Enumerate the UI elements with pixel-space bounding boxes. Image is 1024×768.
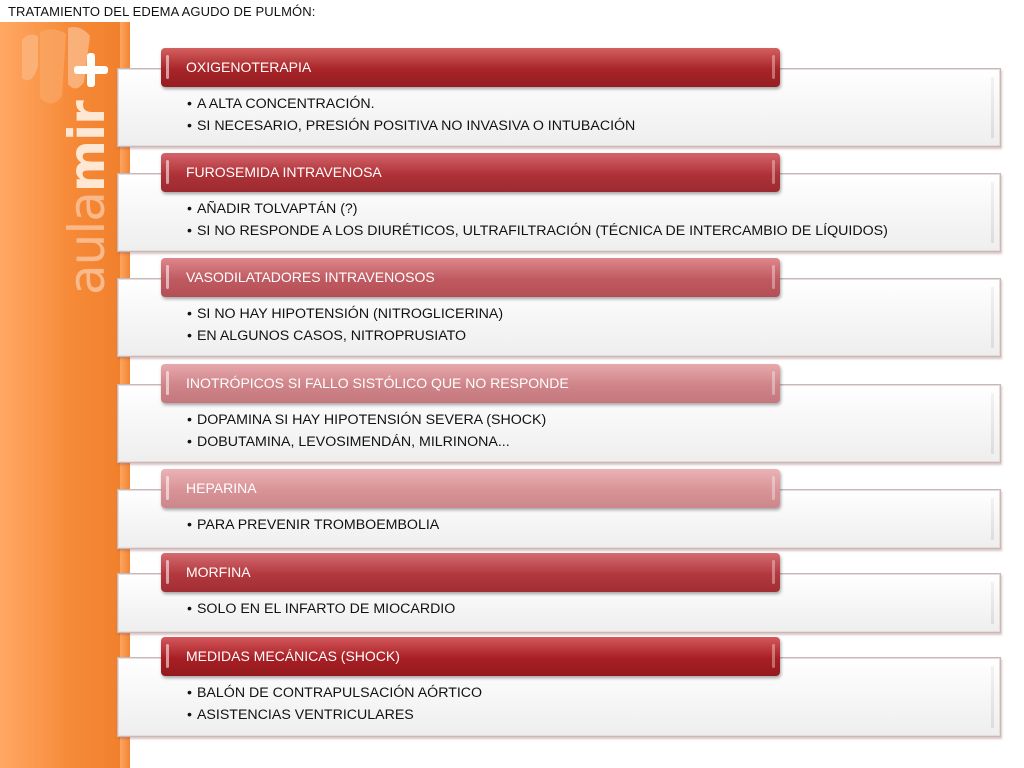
list-item: • BALÓN DE CONTRAPULSACIÓN AÓRTICO: [187, 682, 1000, 704]
section-header-label: MEDIDAS MECÁNICAS (SHOCK): [186, 648, 400, 664]
list-item: • DOBUTAMINA, LEVOSIMENDÁN, MILRINONA...: [187, 431, 1000, 453]
list-item: • ASISTENCIAS VENTRICULARES: [187, 704, 1000, 726]
section-header: [161, 364, 780, 403]
section-header: [161, 469, 780, 508]
list-item: • SI NECESARIO, PRESIÓN POSITIVA NO INVASIVA O INTUBACIÓN: [187, 115, 1000, 137]
section-header: [161, 48, 780, 87]
section-header-label: OXIGENOTERAPIA: [186, 59, 312, 75]
section-header-label: HEPARINA: [186, 480, 257, 496]
logo-light-text: aula: [58, 192, 116, 295]
logo-wordmark: [58, 101, 116, 295]
list-item: • SI NO HAY HIPOTENSIÓN (NITROGLICERINA): [187, 303, 1000, 325]
section-heparina: [117, 469, 1001, 549]
section-vasodilatadores: [117, 258, 1001, 358]
section-header: [161, 258, 780, 297]
section-header-label: FUROSEMIDA INTRAVENOSA: [186, 164, 382, 180]
list-item: • DOPAMINA SI HAY HIPOTENSIÓN SEVERA (SHOCK): [187, 409, 1000, 431]
list-item: • SOLO EN EL INFARTO DE MIOCARDIO: [187, 598, 1000, 620]
section-medidas-mecanicas: [117, 637, 1001, 737]
section-header: [161, 637, 780, 676]
list-item: • SI NO RESPONDE A LOS DIURÉTICOS, ULTRAFILTRACIÓN (TÉCNICA DE INTERCAMBIO DE LÍQUIDOS): [187, 220, 1000, 242]
logo-bold-text: mir: [58, 101, 116, 193]
list-item: • PARA PREVENIR TROMBOEMBOLIA: [187, 514, 1000, 536]
section-header: [161, 553, 780, 592]
section-morfina: [117, 553, 1001, 633]
section-header-label: VASODILATADORES INTRAVENOSOS: [186, 269, 435, 285]
section-header: [161, 153, 780, 192]
section-header-label: INOTRÓPICOS SI FALLO SISTÓLICO QUE NO RESPONDE: [186, 375, 569, 391]
list-item: • EN ALGUNOS CASOS, NITROPRUSIATO: [187, 325, 1000, 347]
section-oxigenoterapia: [117, 48, 1001, 148]
list-item: • A ALTA CONCENTRACIÓN.: [187, 93, 1000, 115]
page-title: TRATAMIENTO DEL EDEMA AGUDO DE PULMÓN:: [8, 4, 316, 19]
section-inotropicos: [117, 364, 1001, 464]
list-item: • AÑADIR TOLVAPTÁN (?): [187, 198, 1000, 220]
section-header-label: MORFINA: [186, 564, 251, 580]
section-furosemida: [117, 153, 1001, 253]
